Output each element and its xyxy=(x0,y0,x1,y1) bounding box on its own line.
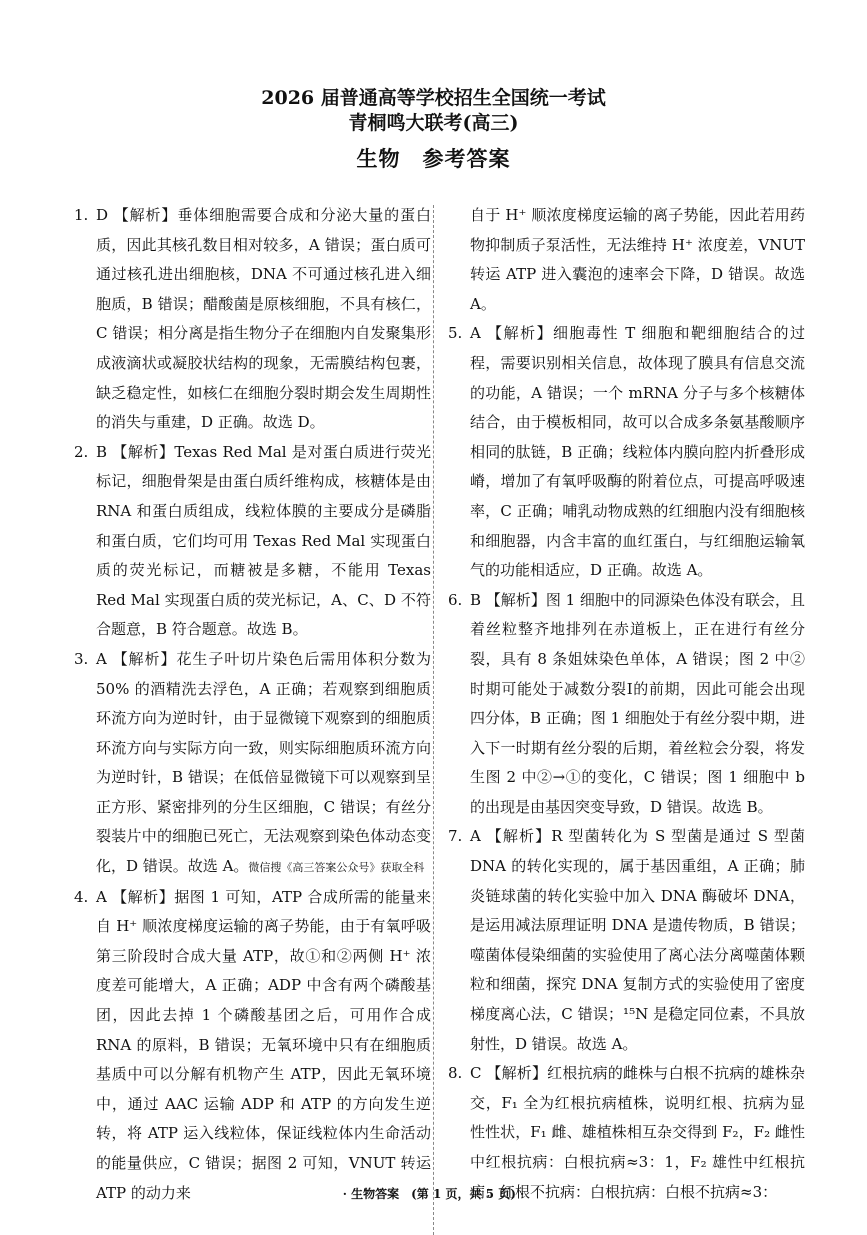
answer-number: 6. xyxy=(448,590,463,609)
column-divider xyxy=(433,205,434,1235)
answer-text: A 【解析】据图 1 可知，ATP 合成所需的能量来自 H⁺ 顺浓度梯度运输的离子势能，由于有氧呼吸第三阶段时合成大量 ATP，故①和②两侧 H⁺ 浓度差可能增大，A 正确；ADP 中含有两个磷酸基团，因此去掉 1 个磷酸基团之后，可用作合成 RNA 的原料，B 错误；无氧环境中只有在细胞质基质中可以分解有机物产生 ATP，因此无氧环境中，通过 AAC 运输 ADP 和 ATP 的方向发生逆转，将 ATP 运入线粒体，保证线粒体内生命活动的能量供应，C 错误；据图 2 可知，VNUT 转运 ATP 的动力来 xyxy=(96,887,431,1202)
page-header xyxy=(0,86,867,174)
answer-item-2 xyxy=(74,438,431,645)
answer-number: 1. xyxy=(74,206,89,224)
answer-number: 2. xyxy=(74,442,89,461)
answer-text: B 【解析】Texas Red Mal 是对蛋白质进行荧光标记，细胞骨架是由蛋白质纤维构成，核糖体是由 RNA 和蛋白质组成，线粒体膜的主要成分是磷脂和蛋白质，它们均可用 Texas Red Mal 实现蛋白质的荧光标记，而糖被是多糖，不能用 Texas Red Mal 实现蛋白质的荧光标记，A、C、D 不符合题意，B 符合题意。故选 B。 xyxy=(96,442,431,639)
right-column xyxy=(448,201,805,1207)
answer-number: 3. xyxy=(74,649,89,668)
answer-text: C 【解析】红根抗病的雌株与白根不抗病的雄株杂交，F₁ 全为红根抗病植株，说明红根、抗病为显性性状，F₁ 雌、雄植株相互杂交得到 F₂，F₂ 雌性中红根抗病：白根抗病≈3：1，F₂ 雄性中红根抗病：红根不抗病：白根抗病：白根不抗病≈3： xyxy=(470,1064,805,1201)
answer-number: 7. xyxy=(448,827,463,846)
exam-title: 2026 届普通高等学校招生全国统一考试 xyxy=(261,87,606,109)
watermark-text: 微信搜《高三答案公众号》获取全科 xyxy=(248,861,425,875)
answer-text: B 【解析】图 1 细胞中的同源染色体没有联会，且着丝粒整齐地排列在赤道板上，正在进行有丝分裂，具有 8 条姐妹染色单体，A 错误；图 2 中②时期可能处于减数分裂Ⅰ的前期，因此可能会出现四分体，B 正确；图 1 细胞处于有丝分裂中期，进入下一时期有丝分裂的后期，着丝粒会分裂，将发生图 2 中②→①的变化，C 错误；图 1 细胞中 b 的出现是由基因突变导致，D 错误。故选 B。 xyxy=(470,590,805,816)
subject-title: 生物 参考答案 xyxy=(356,146,511,171)
answer-item-4 xyxy=(74,883,431,1209)
answer-item-5 xyxy=(448,319,805,585)
answer-item-3 xyxy=(74,645,431,883)
answer-number: 8. xyxy=(448,1064,463,1083)
left-column xyxy=(74,201,431,1208)
answer-item-7 xyxy=(448,822,805,1059)
answer-text: A 【解析】R 型菌转化为 S 型菌是通过 S 型菌 DNA 的转化实现的，属于基因重组，A 正确；肺炎链球菌的转化实验中加入 DNA 酶破坏 DNA，是运用减法原理证明 DNA 是遗传物质，B 错误；噬菌体侵染细菌的实验使用了离心法分离噬菌体颗粒和细菌，探究 DNA 复制方式的实验使用了密度梯度离心法，C 错误；¹⁵N 是稳定同位素，不具放射性，D 错误。故选 A。 xyxy=(470,827,805,1053)
answer-text: A 【解析】花生子叶切片染色后需用体积分数为 50% 的酒精洗去浮色，A 正确；若观察到细胞质环流方向为逆时针，由于显微镜下观察到的细胞质环流方向与实际方向一致，则实际细胞质环流方向为逆时针，B 错误；在低倍显微镜下可以观察到呈正方形、紧密排列的分生区细胞，C 错误；有丝分裂装片中的细胞已死亡，无法观察到染色体动态变化，D 错误。故选 A。 xyxy=(96,649,431,876)
answer-text: A 【解析】细胞毒性 T 细胞和靶细胞结合的过程，需要识别相关信息，故体现了膜具有信息交流的功能，A 错误；一个 mRNA 分子与多个核糖体结合，由于模板相同，故可以合成多条氨基酸顺序相同的肽链，B 正确；线粒体内膜向腔内折叠形成嵴，增加了有氧呼吸酶的附着位点，可提高呼吸速率，C 正确；哺乳动物成熟的红细胞内没有细胞核和细胞器，内含丰富的血红蛋白，与红细胞运输氧气的功能相适应，D 正确。故选 A。 xyxy=(470,324,805,580)
exam-subtitle: 青桐鸣大联考(高三) xyxy=(348,112,519,134)
answer-text: D 【解析】垂体细胞需要合成和分泌大量的蛋白质，因此其核孔数目相对较多，A 错误；蛋白质可通过核孔进出细胞核，DNA 不可通过核孔进入细胞质，B 错误；醋酸菌是原核细胞，不具有核仁，C 错误；相分离是指生物分子在细胞内自发聚集形成液滴状或凝胶状结构的现象，无需膜结构包裹，缺乏稳定性，如核仁在细胞分裂时期会发生周期性的消失与重建，D 正确。故选 D。 xyxy=(96,206,431,432)
answer-number: 4. xyxy=(74,887,89,906)
page-footer: · 生物答案 (第 1 页，共 5 页) · xyxy=(342,1187,525,1201)
answer-item-4-continued: 自于 H⁺ 顺浓度梯度运输的离子势能，因此若用药物抑制质子泵活性，无法维持 H⁺ 浓度差，VNUT 转运 ATP 进入囊泡的速率会下降，D 错误。故选 A。 xyxy=(470,206,805,313)
answer-number: 5. xyxy=(448,324,463,343)
answer-item-6 xyxy=(448,586,805,823)
answer-item-1 xyxy=(74,201,431,438)
